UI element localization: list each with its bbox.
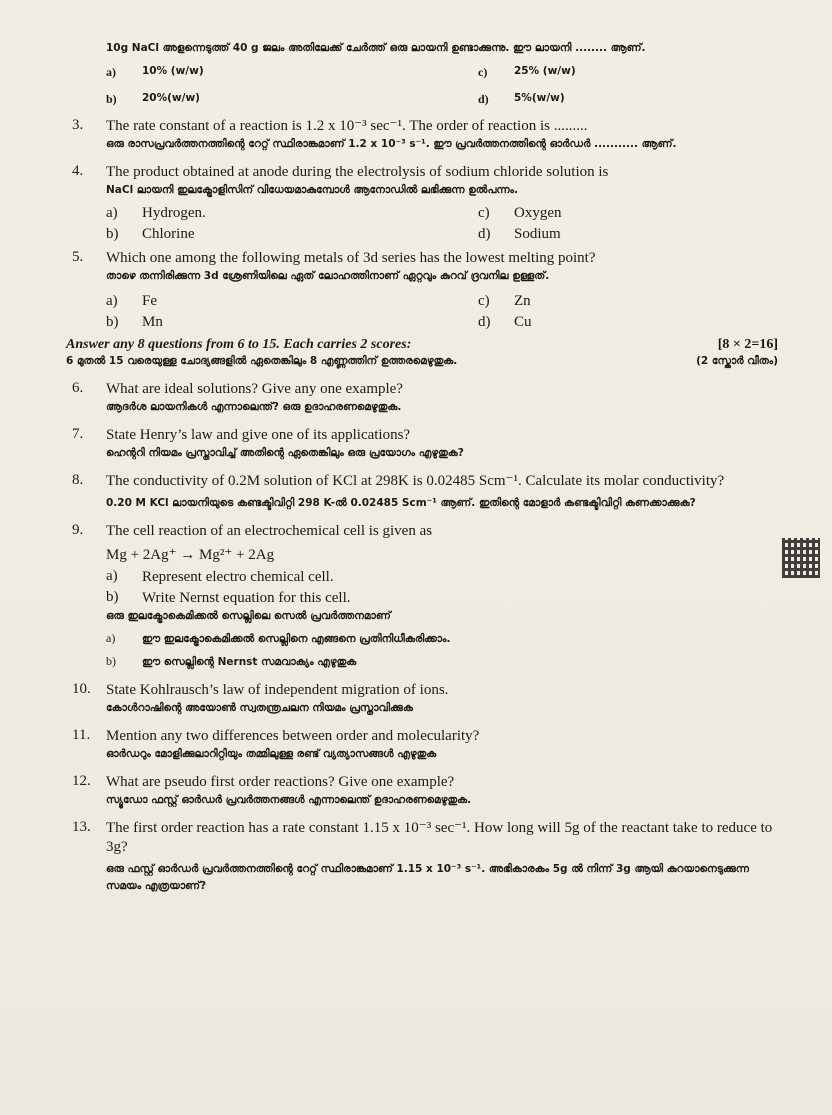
question-3-malayalam: ഒരു രാസപ്രവർത്തനത്തിന്റെ റേറ്റ് സ്ഥിരാങ്കമാണ് 1.2 x 10⁻³ s⁻¹. ഈ പ്രവർത്തനത്തിന്റെ ഓർഡർ ........... ആണ്.: [106, 138, 677, 150]
question-5: [66, 249, 778, 285]
option-b: b) Chlorine: [106, 226, 195, 242]
question-8: [66, 472, 778, 512]
cell-reaction-equation: Mg + 2Ag⁺ → Mg²⁺ + 2Ag: [106, 547, 275, 563]
question-3-english: The rate constant of a reaction is 1.2 x 10⁻³ sec⁻¹. The order of reaction is .........: [106, 118, 588, 134]
question-number: 13.: [72, 819, 91, 835]
question-2-options: [66, 65, 778, 107]
question-6: [66, 380, 778, 416]
question-7: [66, 426, 778, 462]
option-a: a) Fe: [106, 293, 157, 309]
option-b: b) Mn: [106, 314, 163, 330]
question-11-english: Mention any two differences between order and molecularity?: [106, 728, 480, 744]
question-content: [66, 40, 778, 895]
option-c: c) Oxygen: [478, 205, 562, 221]
question-5-malayalam: താഴെ തന്നിരിക്കുന്ന 3d ശ്രേണിയിലെ ഏത് ലോഹത്തിനാണ് ഏറ്റവും കുറവ് ദ്രവനില ഉള്ളത്.: [106, 270, 550, 282]
question-7-malayalam: ഹെന്ററി നിയമം പ്രസ്താവിച്ച് അതിന്റെ ഏതെങ്കിലും ഒരു പ്രയോഗം എഴുതുക?: [106, 447, 464, 459]
question-9-part-b: b) Write Nernst equation for this cell.: [106, 589, 351, 606]
question-2: [66, 40, 778, 57]
question-number: 3.: [72, 117, 84, 133]
question-9-part-a: a) Represent electro chemical cell.: [106, 568, 334, 585]
section-header-malayalam: [66, 353, 778, 370]
question-11-malayalam: ഓർഡറും മോളിക്കുലാറിറ്റിയും തമ്മിലുള്ള രണ്ട് വ്യത്യാസങ്ങൾ എഴുതുക: [106, 748, 437, 760]
question-12: [66, 773, 778, 809]
question-2-malayalam: 10g NaCl അളന്നെടുത്ത് 40 g ജലം അതിലേക്ക് ചേർത്ത് ഒരു ലായനി ഉണ്ടാക്കുന്നു. ഈ ലായനി ........ ആണ്.: [106, 42, 646, 54]
question-12-malayalam: സ്യൂഡോ ഫസ്റ്റ് ഓർഡർ പ്രവർത്തനങ്ങൾ എന്നാലെന്ത് ഉദാഹരണമെഴുതുക.: [106, 794, 472, 806]
question-number: 8.: [72, 472, 84, 488]
question-4: [66, 163, 778, 199]
question-6-english: What are ideal solutions? Give any one example?: [106, 381, 403, 397]
question-6-malayalam: ആദർശ ലായനികൾ എന്നാലെന്ത്? ഒരു ഉദാഹരണമെഴുതുക.: [106, 401, 402, 413]
question-5-options: [66, 293, 778, 331]
question-3: [66, 117, 778, 153]
question-13-malayalam: ഒരു ഫസ്റ്റ് ഓർഡർ പ്രവർത്തനത്തിന്റെ റേറ്റ് സ്ഥിരാങ്കമാണ് 1.15 x 10⁻³ s⁻¹. അഭികാരകം 5g ൽ നിന്ന് 3g ആയി കുറയാനെടുക്കുന്ന സമയം എത്രയാണ്?: [106, 863, 749, 892]
question-number: 12.: [72, 773, 91, 789]
option-a: a) 10% (w/w): [106, 65, 204, 79]
question-9-malayalam-block: [66, 608, 778, 625]
section-title-malayalam: 6 മുതൽ 15 വരെയുള്ള ചോദ്യങ്ങളിൽ ഏതെങ്കിലും 8 എണ്ണത്തിന് ഉത്തരമെഴുതുക.: [66, 355, 458, 367]
question-4-english: The product obtained at anode during the electrolysis of sodium chloride solution is: [106, 164, 609, 180]
question-9-english: The cell reaction of an electrochemical cell is given as: [106, 523, 433, 539]
question-number: 10.: [72, 681, 91, 697]
option-b: b) 20%(w/w): [106, 92, 200, 106]
section-title: Answer any 8 questions from 6 to 15. Each carries 2 scores:: [66, 337, 412, 352]
section-marks-malayalam: (2 സ്കോർ വീതം): [696, 355, 778, 367]
question-8-english: The conductivity of 0.2M solution of KCl at 298K is 0.02485 Scm⁻¹. Calculate its molar conductivity?: [106, 473, 725, 489]
question-9-ml-part-a: a) ഈ ഇലക്ട്രോകെമിക്കൽ സെല്ലിനെ എങ്ങനെ പ്രതിനിധീകരിക്കാം.: [106, 631, 451, 645]
question-11: [66, 727, 778, 763]
question-10-malayalam: കോൾറാഷിന്റെ അയോൺ സ്വതന്ത്രചലന നിയമം പ്രസ്താവിക്കുക: [106, 702, 413, 714]
question-12-english: What are pseudo first order reactions? Give one example?: [106, 774, 455, 790]
question-10-english: State Kohlrausch’s law of independent migration of ions.: [106, 682, 449, 698]
option-c: c) Zn: [478, 293, 531, 309]
question-10: [66, 681, 778, 717]
question-number: 6.: [72, 380, 84, 396]
option-c: c) 25% (w/w): [478, 65, 576, 79]
option-d: d) Sodium: [478, 226, 561, 242]
question-9-malayalam: ഒരു ഇലക്ട്രോകെമിക്കൽ സെല്ലിലെ സെൽ പ്രവർത്തനമാണ്: [106, 610, 391, 622]
question-9: [66, 522, 778, 541]
option-d: d) 5%(w/w): [478, 92, 565, 106]
question-7-english: State Henry’s law and give one of its applications?: [106, 427, 411, 443]
question-8-malayalam: 0.20 M KCl ലായനിയുടെ കണ്ടക്ടിവിറ്റി 298 K-ൽ 0.02485 Scm⁻¹ ആണ്. ഇതിന്റെ മോളാർ കണ്ടക്ടിവിറ്റി കണക്കാക്കുക?: [106, 497, 696, 509]
question-4-options: [66, 205, 778, 243]
question-number: 7.: [72, 426, 84, 442]
option-a: a) Hydrogen.: [106, 205, 206, 221]
question-number: 4.: [72, 163, 84, 179]
section-marks: [8 × 2=16]: [717, 337, 778, 352]
question-number: 9.: [72, 522, 84, 538]
question-5-english: Which one among the following metals of 3d series has the lowest melting point?: [106, 250, 596, 266]
question-number: 11.: [72, 727, 91, 743]
question-13: [66, 819, 778, 895]
question-number: 5.: [72, 249, 84, 265]
question-9-ml-part-b: b) ഈ സെല്ലിന്റെ Nernst സമവാക്യം എഴുതുക: [106, 654, 357, 668]
section-header: [66, 337, 778, 353]
question-13-english: The first order reaction has a rate constant 1.15 x 10⁻³ sec⁻¹. How long will 5g of the reactant take to reduce to 3g?: [106, 820, 773, 855]
qr-code-icon: [782, 538, 820, 578]
question-4-malayalam: NaCl ലായനി ഇലക്ട്രോളിസിന് വിധേയമാകുമ്പോൾ ആനോഡിൽ ലഭിക്കുന്ന ഉൽപന്നം.: [106, 184, 519, 196]
option-d: d) Cu: [478, 314, 532, 330]
